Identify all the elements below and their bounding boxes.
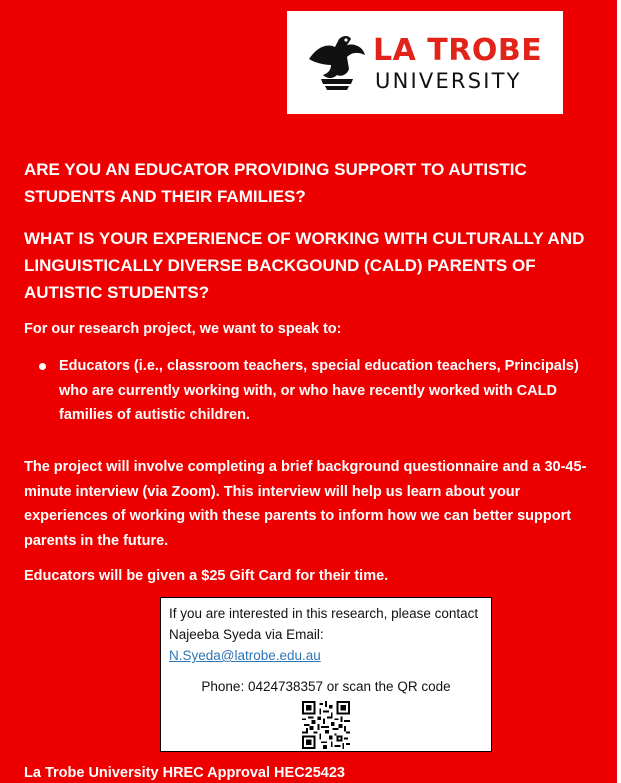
university-logo [287,11,563,114]
intro-text: For our research project, we want to speak to: [24,321,342,337]
list-item [38,354,598,428]
eagle-emblem-icon [307,29,367,93]
project-description: The project will involve completing a brief background questionnaire and a 30-45-minute interview (via Zoom). This interview will help us learn about your experiences of working with these parents to inform how we can better support parents in the future. [24,459,587,549]
bullet-list [38,354,598,428]
contact-instructions: If you are interested in this research, please contact Najeeba Syeda via Email: [169,606,479,642]
logo-text-latrobe: LA TROBE [373,33,543,68]
bullet-text: Educators (i.e., classroom teachers, special education teachers, Principals) who are currently working with, or who have recently worked with CALD families of autistic children. [59,358,579,423]
email-link[interactable]: N.Syeda@latrobe.edu.au [169,648,321,663]
contact-text [169,603,485,666]
gift-card-note: Educators will be given a $25 Gift Card for their time. [24,568,389,584]
logo-text-university: UNIVERSITY [375,69,522,93]
hrec-approval-footer: La Trobe University HREC Approval HEC25423 [24,765,345,781]
heading-cald-question: WHAT IS YOUR EXPERIENCE OF WORKING WITH CULTURALLY AND LINGUISTICALLY DIVERSE BACKGOUND (CALD) PARENTS OF AUTISTIC STUDENTS? [24,229,585,302]
heading-educator-question: ARE YOU AN EDUCATOR PROVIDING SUPPORT TO AUTISTIC STUDENTS AND THEIR FAMILIES? [24,160,527,206]
qr-code-icon[interactable] [302,701,350,749]
bullet-dot-icon [39,363,46,370]
contact-box [160,597,492,752]
phone-line: Phone: 0424738357 or scan the QR code [201,679,451,694]
